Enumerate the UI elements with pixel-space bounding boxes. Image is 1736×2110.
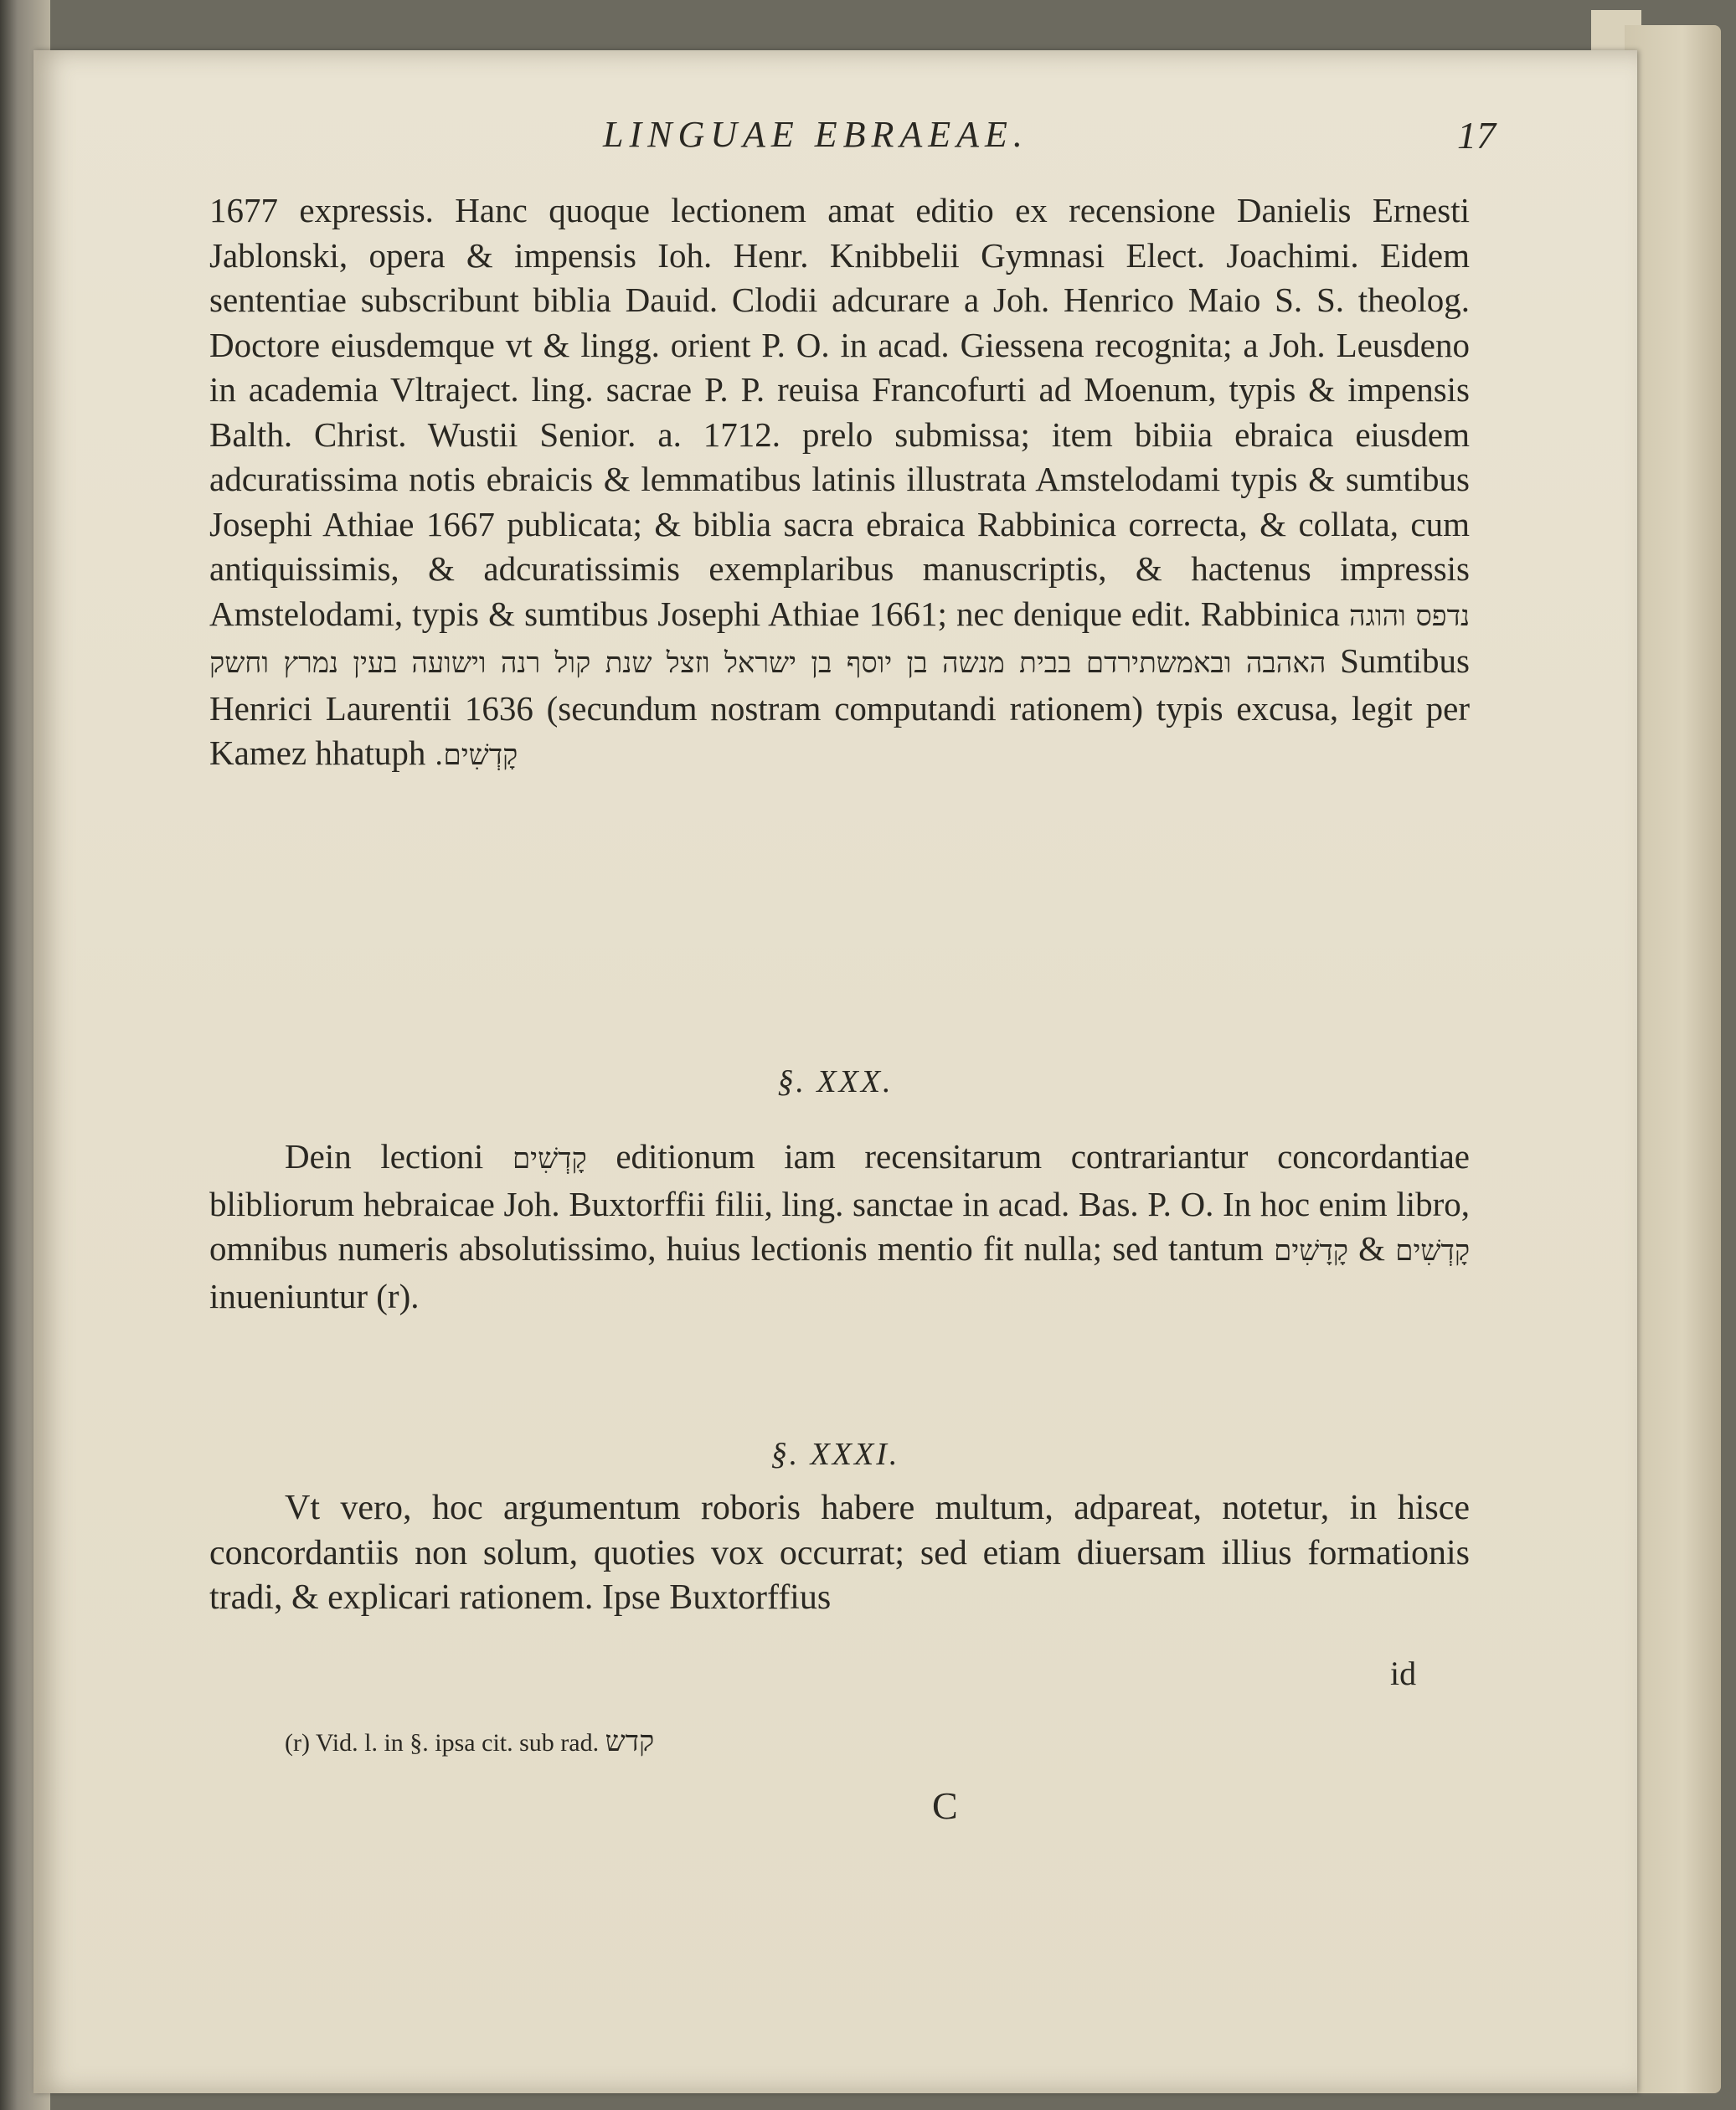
section-heading-xxxi: §. XXXI. — [770, 1437, 900, 1472]
hebrew-imprint-line-2: האהבה ובאמשתירדם בבית מנשה בן יוסף בן ישראל וזצל שנת קול רנה וישועה — [411, 646, 1326, 680]
section-heading-xxx: §. XXX. — [777, 1064, 894, 1099]
following-page-edge — [1625, 25, 1721, 2093]
paragraph-editions — [209, 188, 1470, 779]
hebrew-word-qadashim: קָדָשִׁים — [1274, 1234, 1348, 1268]
section-xxxi-text: Vt vero, hoc argumentum roboris habere multum, adpareat, notetur, in hisce concordantiis non solum, quoties vox occurrat; sed etiam diuersam illius formationis tradi, & explicari rationem. Ipse Buxtorffius — [209, 1489, 1470, 1617]
section-xxx-text-end: inueniuntur (r). — [209, 1276, 420, 1315]
ampersand: & — [1358, 1229, 1386, 1268]
hebrew-imprint-line-1: נדפס והוגה בעין נמרץ וחשק — [209, 599, 1471, 680]
footnote — [285, 1725, 654, 1758]
book-page — [33, 50, 1637, 2093]
paragraph-editions-text: 1677 expressis. Hanc quoque lectionem amat editio ex recensione Danielis Ernesti Jablonski, opera & impensis Ioh. Henr. Knibbelii Gymnasi Elect. Joachimi. Eidem sententiae subscribunt biblia Dauid. Clodii adcurare a Joh. Henrico Maio S. S. theolog. Doctore eiusdemque vt & lingg. orient P. O. in acad. Giessena recognita; a Joh. Leusdeno in academia Vltraject. ling. sacrae P. P. reuisa Francofurti ad Moenum, typis & impensis Balth. Christ. Wustii Senior. a. 1712. prelo submissa; item bibiia ebraica eiusdem adcuratissima notis ebraicis & lemmatibus latinis illustrata Amstelodami typis & sumtibus Josephi Athiae 1667 publicata; & biblia sacra ebraica Rabbinica correcta, & collata, cum antiquissimis, & adcuratissimis exemplaribus manuscriptis, & hactenus impressis Amstelodami, typis & sumtibus Josephi Athiae 1661; nec denique edit. Rabbinica — [209, 191, 1470, 633]
hebrew-word-qodshim: קָדְשִׁים — [512, 1142, 587, 1176]
paragraph-section-xxxi — [209, 1486, 1470, 1621]
catchword: id — [1390, 1655, 1417, 1692]
hebrew-word-qodshim-2: קָדְשִׁים — [1395, 1234, 1471, 1268]
paragraph-editions-tail: Sumtibus Henrici Laurentii 1636 (secundum nostram computandi rationem) typis excusa, legit per Kamez hhatuph — [209, 641, 1470, 772]
signature-mark: C — [932, 1784, 958, 1827]
section-xxx-text-start: Dein lectioni — [285, 1137, 484, 1176]
page-header — [33, 113, 1637, 163]
paragraph-section-xxx — [209, 1135, 1470, 1319]
hebrew-word-qodashim: קָדְשִׁים. — [434, 738, 518, 772]
section-xxx-text-middle: editionum iam recensitarum contrariantur concordantiae blibliorum hebraicae Joh. Buxtorffii filii, ling. sanctae in acad. Bas. P. O. In hoc enim libro, omnibus numeris absolutissimo, huius lectionis mentio fit nulla; sed tantum — [209, 1137, 1470, 1268]
footnote-hebrew: קדש — [605, 1725, 655, 1758]
footnote-text: (r) Vid. l. in §. ipsa cit. sub rad. — [285, 1729, 600, 1757]
running-title: LINGUAE EBRAEAE. — [603, 114, 1028, 155]
page-number: 17 — [1457, 114, 1496, 157]
